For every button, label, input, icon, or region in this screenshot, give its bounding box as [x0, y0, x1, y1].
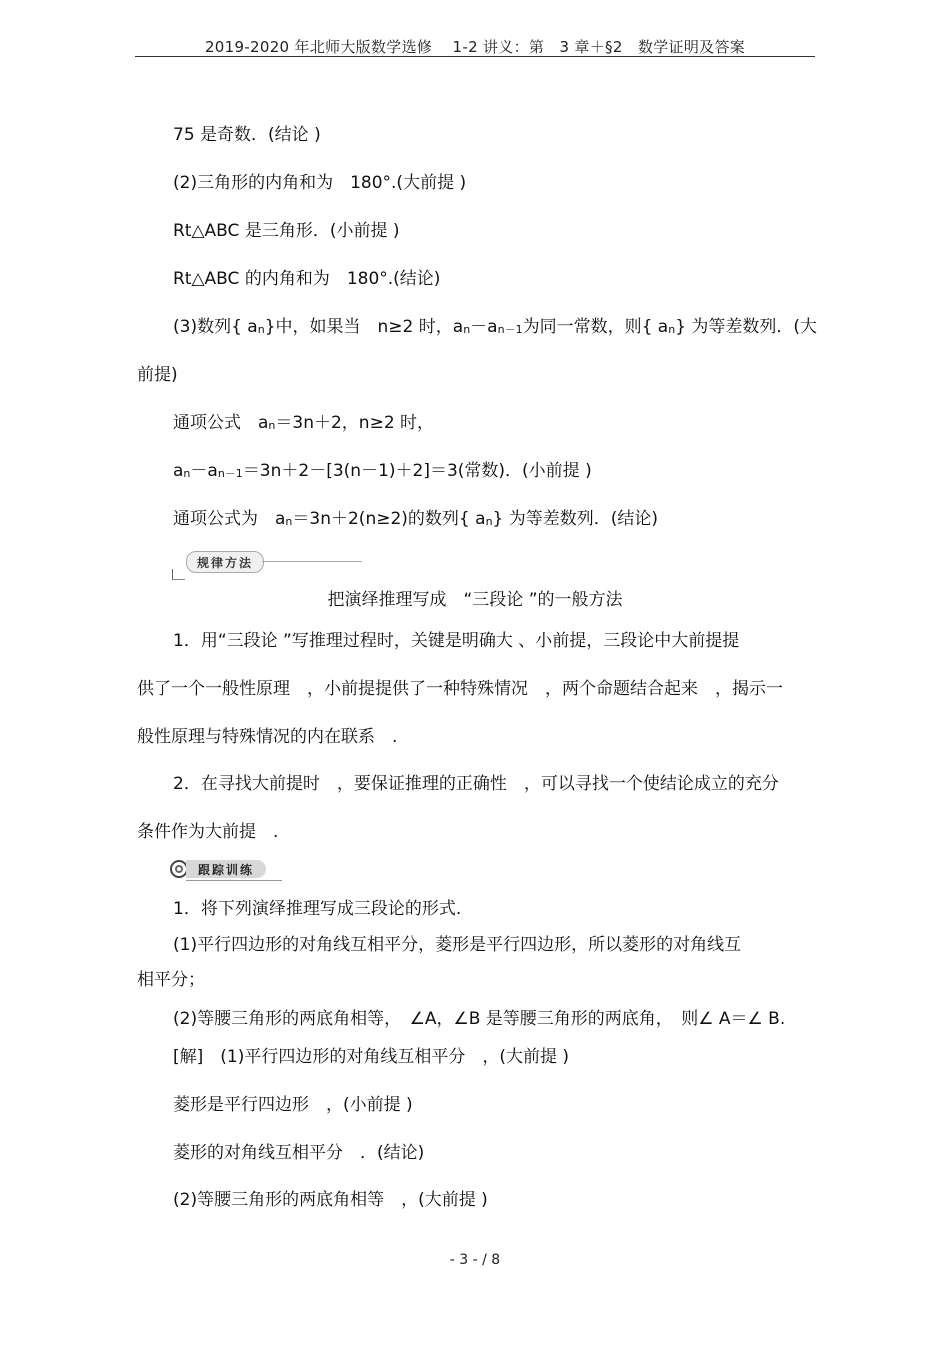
text-line: (2)三角形的内角和为 180°.(大前提 ): [173, 173, 467, 193]
text-fragment: } 为等差数列．(大: [675, 317, 818, 337]
subscript: n: [463, 323, 471, 336]
text-line: 前提): [137, 365, 178, 385]
subscript: n: [268, 419, 276, 432]
exercise-line: 相平分；: [137, 970, 205, 990]
training-badge: 跟踪训练: [186, 860, 266, 878]
subscript: n: [183, 467, 191, 480]
subscript: n: [285, 515, 293, 528]
subscript: n: [485, 515, 493, 528]
text-fragment: －a: [190, 461, 218, 481]
text-line: [173, 412, 434, 437]
text-fragment: ＝3n＋2(n≥2)的数列{ a: [292, 509, 486, 529]
text-line: [173, 508, 658, 533]
text-fragment: } 为等差数列．(结论): [492, 509, 659, 529]
text-fragment: ＝3n＋2－[3(n－1)＋2]＝3(常数)．(小前提 ): [242, 461, 592, 481]
training-badge-underline: [186, 880, 282, 881]
text-fragment: 为同一常数，则{ a: [522, 317, 669, 337]
method-paragraph-line: 供了一个一般性原理 ，小前提提供了一种特殊情况 ，两个命题结合起来 ，揭示一: [137, 679, 783, 699]
method-paragraph-line: 般性原理与特殊情况的内在联系 .: [137, 727, 398, 747]
method-badge-underline: [262, 561, 362, 562]
subscript: n－1: [217, 467, 243, 480]
text-fragment: 通项公式 a: [173, 413, 269, 433]
exercise-line: (1)平行四边形的对角线互相平分，菱形是平行四边形，所以菱形的对角线互: [173, 935, 742, 955]
text-line: 75 是奇数．(结论 ): [173, 125, 321, 145]
method-badge-bracket: [172, 569, 185, 580]
text-fragment: a: [173, 461, 184, 481]
page-number: - 3 - / 8: [449, 1252, 501, 1268]
exercise-title: 1．将下列演绎推理写成三段论的形式.: [173, 899, 462, 919]
subscript: n: [668, 323, 676, 336]
method-paragraph-line: 2．在寻找大前提时 ，要保证推理的正确性 ，可以寻找一个使结论成立的充分: [173, 774, 779, 794]
text-line: Rt△ABC 的内角和为 180°.(结论): [173, 269, 441, 289]
subscript: n: [257, 323, 265, 336]
text-fragment: (3)数列{ a: [173, 317, 258, 337]
solution-line: 菱形的对角线互相平分 ．(结论): [173, 1143, 425, 1163]
subscript: n－1: [497, 323, 523, 336]
text-fragment: ＝3n＋2，n≥2 时，: [275, 413, 435, 433]
header-divider: [135, 56, 815, 57]
text-line: [173, 316, 817, 341]
document-header: 2019-2020 年北师大版数学选修 1-2 讲义：第 3 章＋§2 数学证明及答案: [204, 38, 746, 56]
solution-line: 菱形是平行四边形 ，(小前提 ): [173, 1095, 413, 1115]
text-fragment: }中，如果当 n≥2 时，a: [264, 317, 464, 337]
method-paragraph-line: 条件作为大前提 .: [137, 822, 279, 842]
method-title: 把演绎推理写成 “三段论 ”的一般方法: [327, 590, 623, 610]
text-line: Rt△ABC 是三角形．(小前提 ): [173, 221, 400, 241]
text-line: [173, 460, 592, 485]
text-fragment: －a: [470, 317, 498, 337]
solution-line: (2)等腰三角形的两底角相等 ，(大前提 ): [173, 1190, 488, 1210]
exercise-line: (2)等腰三角形的两底角相等， ∠A，∠B 是等腰三角形的两底角， 则∠ A＝∠ B.: [173, 1009, 786, 1029]
method-paragraph-line: 1．用“三段论 ”写推理过程时，关键是明确大 、小前提，三段论中大前提提: [173, 631, 740, 651]
text-fragment: 通项公式为 a: [173, 509, 286, 529]
method-badge: 规律方法: [186, 551, 264, 573]
solution-line: [解] (1)平行四边形的对角线互相平分 ，(大前提 ): [173, 1047, 570, 1067]
